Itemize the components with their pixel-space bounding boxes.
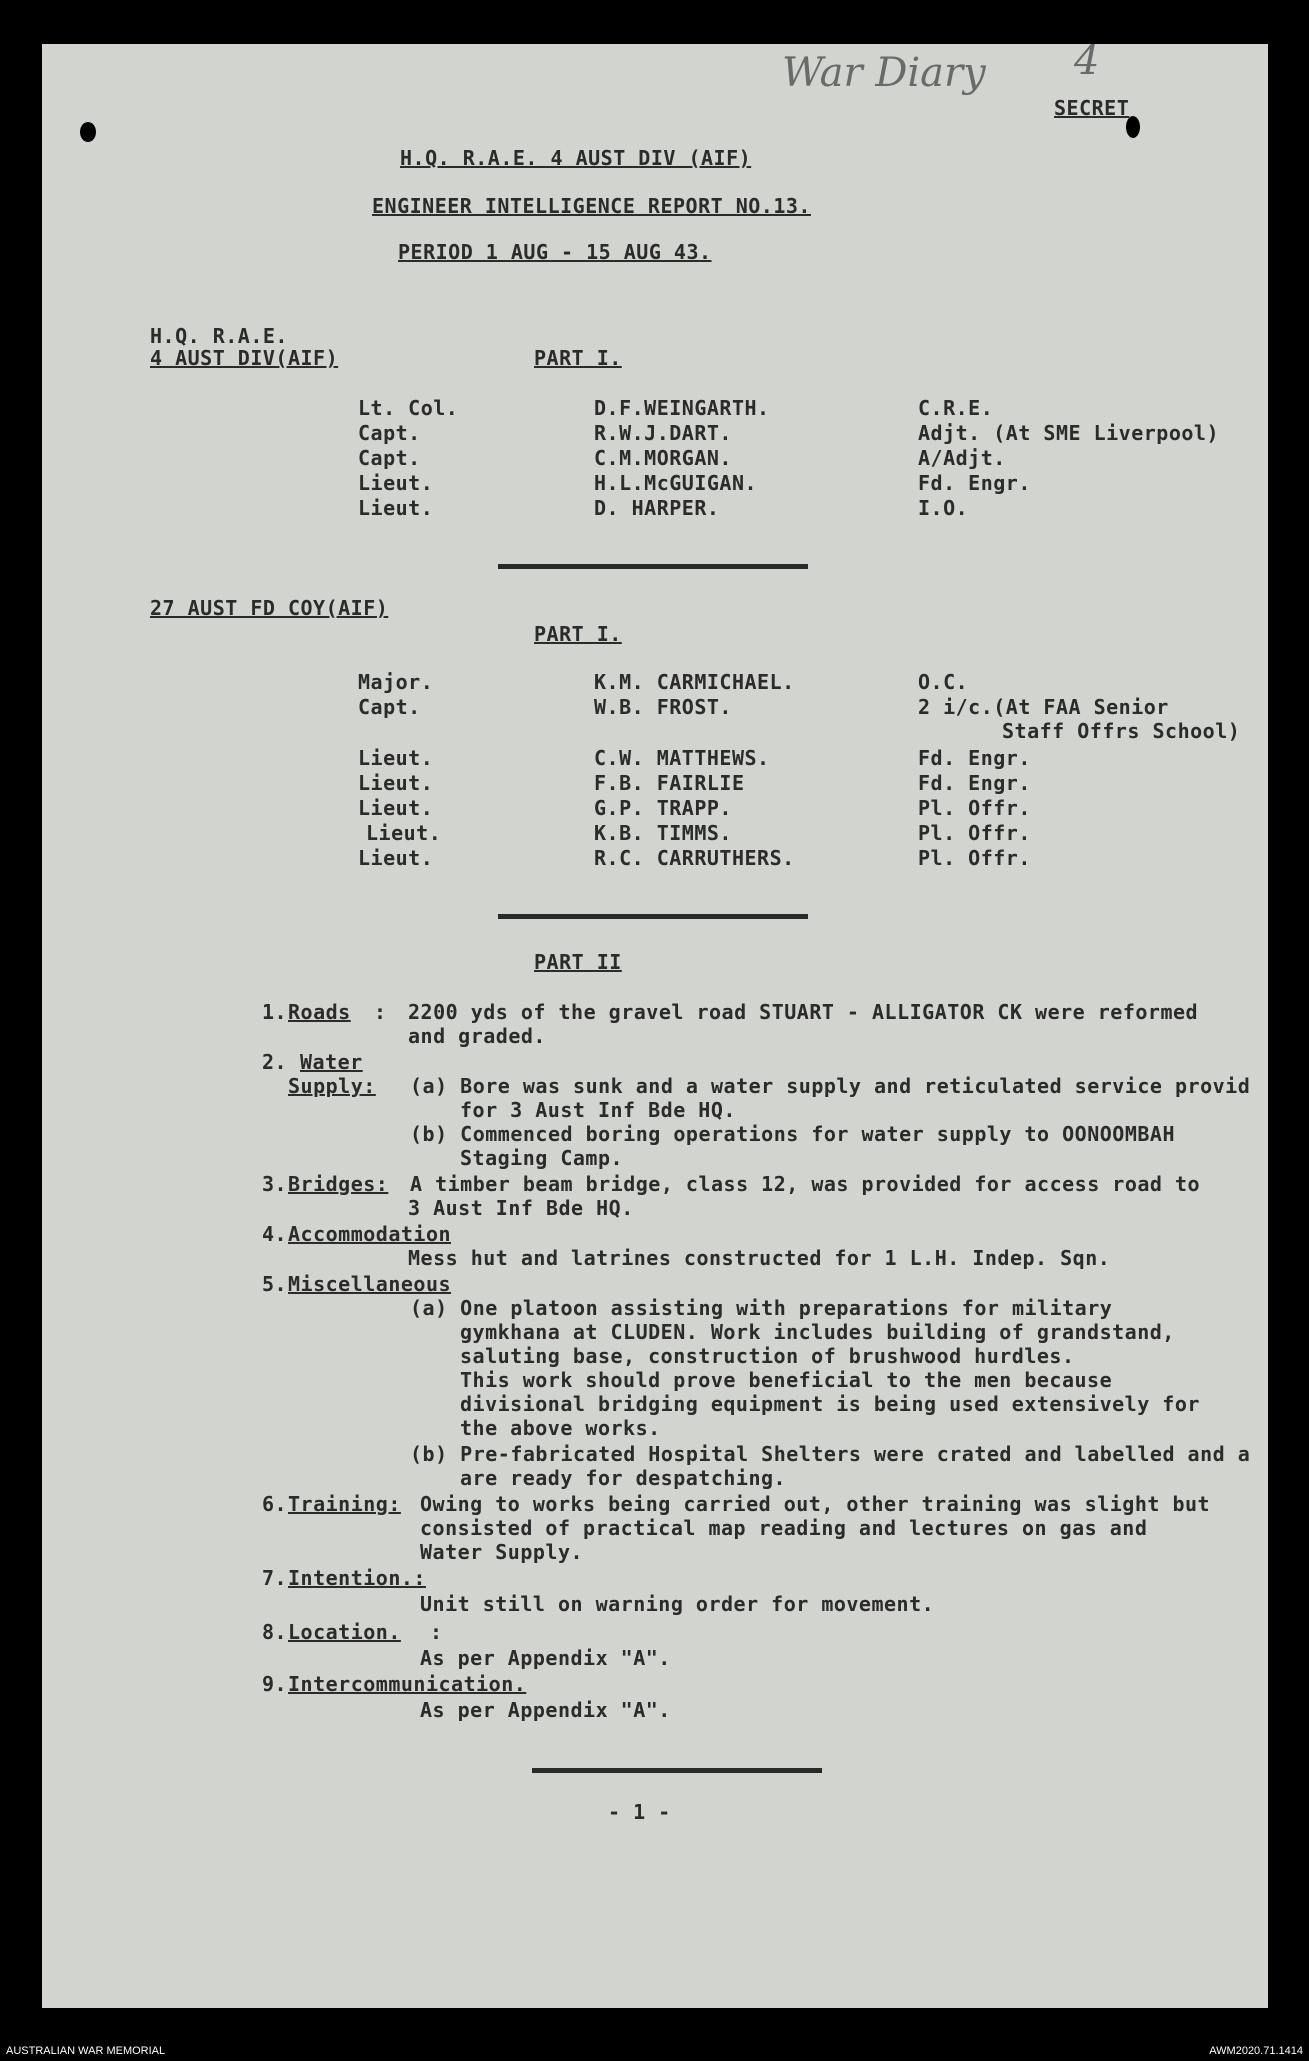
classification-stamp: SECRET xyxy=(1054,96,1130,120)
item-label-intention: Intention.: xyxy=(288,1566,426,1590)
officer-name: G.P. TRAPP. xyxy=(594,796,732,820)
officer-role: Fd. Engr. xyxy=(918,471,1031,495)
part2-title: PART II xyxy=(534,950,622,974)
item-label-water: Water xyxy=(300,1050,363,1074)
item-number: 3. xyxy=(262,1172,288,1196)
item-text: Owing to works being carried out, other training was slight but xyxy=(420,1492,1211,1516)
officer-role: O.C. xyxy=(918,670,969,694)
item-text: A timber beam bridge, class 12, was provided for access road to xyxy=(410,1172,1201,1196)
officer-role: I.O. xyxy=(918,496,969,520)
item-text: saluting base, construction of brushwood hurdles. xyxy=(460,1344,1075,1368)
header-line-2: ENGINEER INTELLIGENCE REPORT NO.13. xyxy=(372,194,811,218)
item-text: for 3 Aust Inf Bde HQ. xyxy=(460,1098,736,1122)
officer-role: A/Adjt. xyxy=(918,446,1006,470)
item-label-miscellaneous: Miscellaneous xyxy=(288,1272,452,1296)
item-text: This work should prove beneficial to the men because xyxy=(460,1368,1113,1392)
item-text: consisted of practical map reading and lectures on gas and xyxy=(420,1516,1148,1540)
officer-role: Adjt. (At SME Liverpool) xyxy=(918,421,1219,445)
officer-name: C.W. MATTHEWS. xyxy=(594,746,770,770)
item-label-accommodation: Accommodation xyxy=(288,1222,452,1246)
divider xyxy=(498,914,808,919)
item-text: As per Appendix "A". xyxy=(420,1646,671,1670)
handwritten-note: War Diary xyxy=(782,50,986,96)
hq-part-title: PART I. xyxy=(534,346,622,370)
item-text: 2200 yds of the gravel road STUART - ALLIGATOR CK were reformed xyxy=(408,1000,1199,1024)
punch-hole xyxy=(80,122,96,142)
item-separator: : xyxy=(430,1620,443,1644)
coy-part-title: PART I. xyxy=(534,622,622,646)
item-text: As per Appendix "A". xyxy=(420,1698,671,1722)
document-page xyxy=(42,38,1268,2008)
item-number: 1. xyxy=(262,1000,288,1024)
officer-rank: Capt. xyxy=(358,446,421,470)
item-text: (b) Commenced boring operations for water supply to OONOOMBAH xyxy=(410,1122,1176,1146)
divider xyxy=(498,564,808,569)
item-label-roads: Roads xyxy=(288,1000,351,1024)
officer-rank: Capt. xyxy=(358,421,421,445)
item-number: 5. xyxy=(262,1272,288,1296)
officer-name: K.B. TIMMS. xyxy=(594,821,732,845)
item-number: 8. xyxy=(262,1620,288,1644)
item-text: the above works. xyxy=(460,1416,661,1440)
item-text: Staging Camp. xyxy=(460,1146,624,1170)
officer-name: D. HARPER. xyxy=(594,496,720,520)
coy-unit: 27 AUST FD COY(AIF) xyxy=(150,596,389,620)
officer-name: C.M.MORGAN. xyxy=(594,446,732,470)
item-number: 2. xyxy=(262,1050,288,1074)
divider xyxy=(532,1768,822,1773)
officer-name: F.B. FAIRLIE xyxy=(594,771,745,795)
header-line-3: PERIOD 1 AUG - 15 AUG 43. xyxy=(398,240,712,264)
item-text: gymkhana at CLUDEN. Work includes building of grandstand, xyxy=(460,1320,1175,1344)
hq-unit-line-2: 4 AUST DIV(AIF) xyxy=(150,346,339,370)
officer-rank: Lieut. xyxy=(358,496,434,520)
item-text: Mess hut and latrines constructed for 1 L.H. Indep. Sqn. xyxy=(408,1246,1111,1270)
officer-role: Pl. Offr. xyxy=(918,846,1031,870)
officer-role: 2 i/c.(At FAA Senior xyxy=(918,695,1169,719)
officer-rank: Lieut. xyxy=(358,471,434,495)
officer-rank: Lieut. xyxy=(358,796,434,820)
officer-name: H.L.McGUIGAN. xyxy=(594,471,758,495)
officer-name: W.B. FROST. xyxy=(594,695,732,719)
officer-role: Fd. Engr. xyxy=(918,746,1031,770)
officer-name: R.W.J.DART. xyxy=(594,421,732,445)
item-text: divisional bridging equipment is being used extensively for xyxy=(460,1392,1200,1416)
item-number: 4. xyxy=(262,1222,288,1246)
item-text: are ready for despatching. xyxy=(460,1466,787,1490)
officer-role: Pl. Offr. xyxy=(918,796,1031,820)
officer-rank: Lieut. xyxy=(358,846,434,870)
officer-role-continued: Staff Offrs School) xyxy=(1002,719,1241,743)
officer-name: R.C. CARRUTHERS. xyxy=(594,846,795,870)
officer-name: D.F.WEINGARTH. xyxy=(594,396,770,420)
item-label-location: Location. xyxy=(288,1620,401,1644)
item-text: 3 Aust Inf Bde HQ. xyxy=(408,1196,634,1220)
officer-role: Fd. Engr. xyxy=(918,771,1031,795)
item-number: 9. xyxy=(262,1672,288,1696)
officer-rank: Lt. Col. xyxy=(358,396,459,420)
handwritten-page-number: 4 xyxy=(1074,38,1100,84)
officer-rank: Major. xyxy=(358,670,434,694)
item-text: (a) One platoon assisting with preparations for military xyxy=(410,1296,1113,1320)
footer-left: AUSTRALIAN WAR MEMORIAL xyxy=(6,2045,166,2057)
item-text: Unit still on warning order for movement. xyxy=(420,1592,935,1616)
officer-rank: Capt. xyxy=(358,695,421,719)
officer-rank: Lieut. xyxy=(366,821,442,845)
header-line-1: H.Q. R.A.E. 4 AUST DIV (AIF) xyxy=(400,146,752,170)
item-number: 7. xyxy=(262,1566,288,1590)
footer-right: AWM2020.71.1414 xyxy=(1209,2045,1303,2057)
officer-role: Pl. Offr. xyxy=(918,821,1031,845)
officer-name: K.M. CARMICHAEL. xyxy=(594,670,795,694)
item-text: (a) Bore was sunk and a water supply and reticulated service provid xyxy=(410,1074,1251,1098)
item-text: Water Supply. xyxy=(420,1540,584,1564)
item-label-intercommunication: Intercommunication. xyxy=(288,1672,527,1696)
item-text: (b) Pre-fabricated Hospital Shelters were crated and labelled and a xyxy=(410,1442,1251,1466)
officer-rank: Lieut. xyxy=(358,746,434,770)
item-label-supply: Supply: xyxy=(288,1074,376,1098)
item-label-training: Training: xyxy=(288,1492,401,1516)
page-number: - 1 - xyxy=(608,1800,671,1824)
item-text: and graded. xyxy=(408,1024,546,1048)
item-number: 6. xyxy=(262,1492,288,1516)
officer-rank: Lieut. xyxy=(358,771,434,795)
hq-unit-line-1: H.Q. R.A.E. xyxy=(150,324,288,348)
officer-role: C.R.E. xyxy=(918,396,994,420)
item-label-bridges: Bridges: xyxy=(288,1172,389,1196)
item-separator: : xyxy=(374,1000,387,1024)
